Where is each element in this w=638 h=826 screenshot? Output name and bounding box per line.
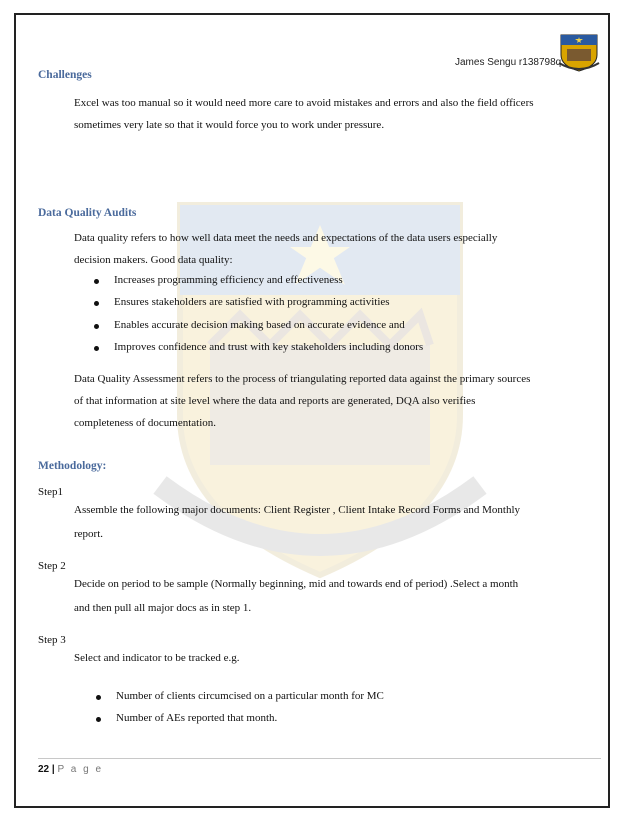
list-item-text: Improves confidence and trust with key stakeholders including donors xyxy=(114,341,424,353)
challenges-line-1: Excel was too manual so it would need more care to avoid mistakes and errors and also the field officers xyxy=(74,97,534,109)
dqa-assessment-line-3: completeness of documentation. xyxy=(74,417,217,429)
bullet-icon xyxy=(94,301,99,306)
step-2-line-2: and then pull all major docs as in step 1. xyxy=(74,602,252,614)
bullet-icon xyxy=(96,695,101,700)
dqa-assessment-line-2: of that information at site level where the data and reports are generated, DQA also verifies xyxy=(74,395,476,407)
step-3-label: Step 3 xyxy=(38,634,66,646)
step-1-line-2: report. xyxy=(74,528,104,540)
list-item xyxy=(116,712,277,724)
list-item xyxy=(114,296,390,308)
page-number: 22 xyxy=(38,764,50,775)
methodology-heading: Methodology: xyxy=(38,460,107,472)
step-1-label: Step1 xyxy=(38,486,64,498)
list-item xyxy=(114,274,343,286)
list-item xyxy=(114,319,405,331)
footer-divider xyxy=(38,758,601,759)
bullet-icon xyxy=(94,324,99,329)
step-2-line-1: Decide on period to be sample (Normally beginning, mid and towards end of period) .Select a month xyxy=(74,578,519,590)
step-1-line-1: Assemble the following major documents: Client Register , Client Intake Record Forms and Monthly xyxy=(74,504,521,516)
list-item-text: Enables accurate decision making based on accurate evidence and xyxy=(114,319,405,331)
step-3-line-1: Select and indicator to be tracked e.g. xyxy=(74,652,240,664)
list-item xyxy=(114,341,423,353)
dqa-heading: Data Quality Audits xyxy=(38,207,137,219)
challenges-line-2: sometimes very late so that it would force you to work under pressure. xyxy=(74,119,385,131)
list-item-text: Number of AEs reported that month. xyxy=(116,712,278,724)
dqa-assessment-line-1: Data Quality Assessment refers to the process of triangulating reported data against the primary sources xyxy=(74,373,531,385)
bullet-icon xyxy=(94,279,99,284)
list-item-text: Ensures stakeholders are satisfied with programming activities xyxy=(114,296,390,308)
dqa-intro-line-1: Data quality refers to how well data meet the needs and expectations of the data users especially xyxy=(74,232,498,244)
list-item xyxy=(116,690,384,702)
bullet-icon xyxy=(96,717,101,722)
page-label: P a g e xyxy=(57,764,104,775)
footer-separator: | xyxy=(51,764,55,775)
step-2-label: Step 2 xyxy=(38,560,66,572)
header-author: James Sengu r138798q xyxy=(455,57,562,68)
list-item-text: Increases programming efficiency and effectiveness xyxy=(114,274,343,286)
bullet-icon xyxy=(94,346,99,351)
list-item-text: Number of clients circumcised on a particular month for MC xyxy=(116,690,384,702)
page-footer xyxy=(38,764,103,775)
university-crest-icon xyxy=(557,33,601,73)
challenges-heading: Challenges xyxy=(38,69,92,81)
dqa-intro-line-2: decision makers. Good data quality: xyxy=(74,254,233,266)
